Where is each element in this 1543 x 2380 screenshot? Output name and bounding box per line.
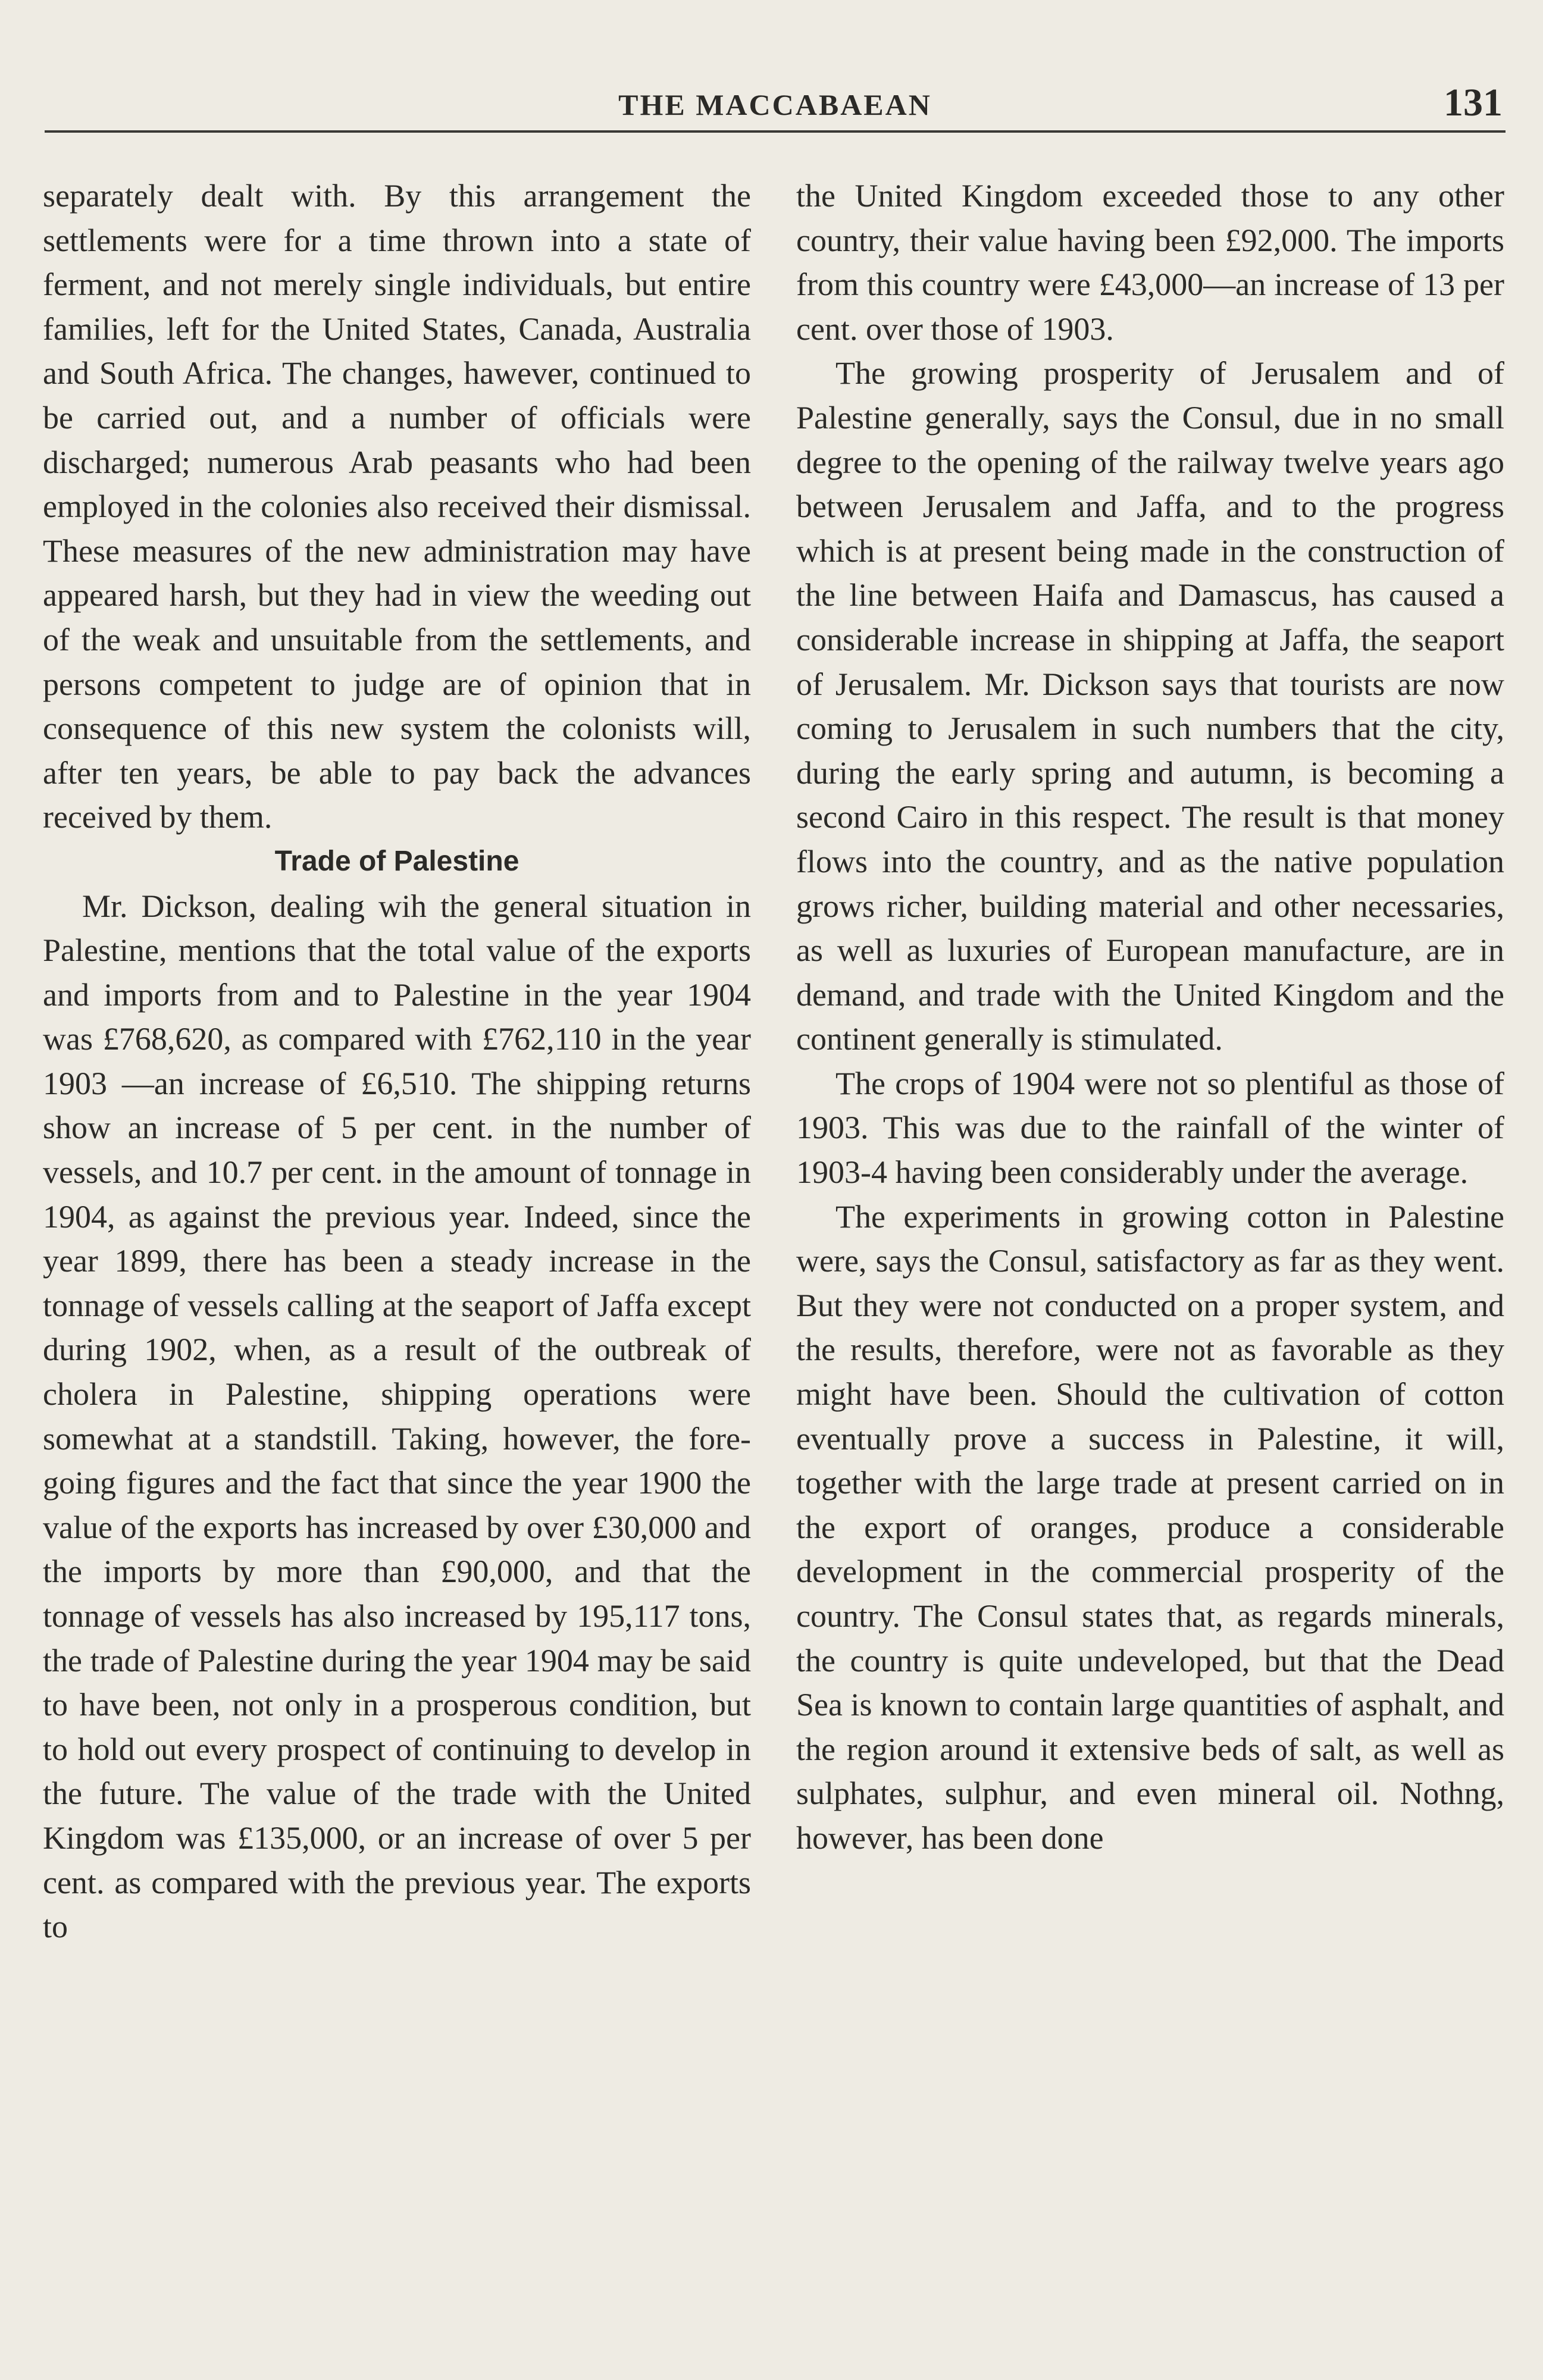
right-paragraph-1: the United Kingdom exceeded those to any other country, their value having been £92,000. The imports from this country were £43,000—an increase of 13 per cent. over those of 1903. [796, 178, 1504, 347]
right-paragraph-4: The experiments in growing cotton in Palestine were, says the Consul, satisfactory as far as they went. But they were not conducted on a proper system, and the results, therefore, were not as favorable as they might have been. Should the cultivation of cotton eventually prove a success in Palestine, it will, together with the large trade at present carried on in the export of oranges, produce a considerable development in the commercial prosperity of the country. The Consul states that, as regards minerals, the country is quite undeveloped, but that the Dead Sea is known to contain large quantities of asphalt, and the region around it extensive beds of salt, as well as sulphates, sulphur, and even mineral oil. Nothng, however, has been done [796, 1198, 1504, 1856]
header-rule [45, 130, 1506, 133]
right-paragraph-3: The crops of 1904 were not so plentiful as those of 1903. This was due to the rainfall of the winter of 1903-4 having been considerably under the average. [796, 1065, 1504, 1191]
page-number: 131 [1444, 81, 1503, 124]
section-heading: Trade of Palestine [274, 845, 519, 877]
left-column [43, 174, 751, 1949]
right-paragraph-2: The growing prosperity of Jerusalem and of Palestine generally, says the Consul, due in no small degree to the opening of the railway twelve years ago between Jerusalem and Jaffa, and to the progress which is at present being made in the construction of the line between Haifa and Damascus, has caused a considerable increase in shipping at Jaffa, the seaport of Jerusalem. Mr. Dickson says that tourists are now coming to Jerusalem in such numbers that the city, during the early spring and autumn, is becoming a second Cairo in this respect. The result is that money flows into the country, and as the native population grows richer, building material and other necessaries, as well as luxuries of European manufacture, are in demand, and trade with the United Kingdom and the continent generally is stimulated. [796, 355, 1504, 1057]
right-column [796, 174, 1504, 1861]
running-head [45, 80, 1506, 134]
left-paragraph-1: separately dealt with. By this arrangement the settlements were for a time thrown into a state of ferment, and not merely single individuals, but entire families, left for the United States, Canada, Australia and South Africa. The changes, hawever, continued to be carried out, and a number of officials were discharged; numerous Arab peasants who had been employed in the colonies also received their dismissal. These measures of the new administration may have appeared harsh, but they had in view the weeding out of the weak and unsuitable from the settlements, and persons competent to judge are of opinion that in consequence of this new system the colonists will, after ten years, be able to pay back the advances received by them. [43, 178, 751, 835]
left-paragraph-2: Mr. Dickson, dealing wih the general situation in Palestine, mentions that the total value of the exports and imports from and to Palestine in the year 1904 was £768,620, as compared with £762,110 in the year 1903 —an increase of £6,510. The shipping returns show an increase of 5 per cent. in the number of vessels, and 10.7 per cent. in the amount of tonnage in 1904, as against the previous year. Indeed, since the year 1899, there has been a steady increase in the tonnage of vessels calling at the seaport of Jaffa except during 1902, when, as a result of the outbreak of cholera in Palestine, shipping operations were somewhat at a standstill. Taking, however, the foregoing figures and the fact that since the year 1900 the value of the exports has increased by over £30,000 and the imports by more than £90,000, and that the tonnage of vessels has also increased by 195,117 tons, the trade of Palestine during the year 1904 may be said to have been, not only in a prosperous condition, but to hold out every prospect of continuing to develop in the future. The value of the trade with the United Kingdom was £135,000, or an increase of over 5 per cent. as compared with the previous year. The exports to [43, 888, 751, 1945]
running-title: THE MACCABAEAN [618, 88, 932, 121]
